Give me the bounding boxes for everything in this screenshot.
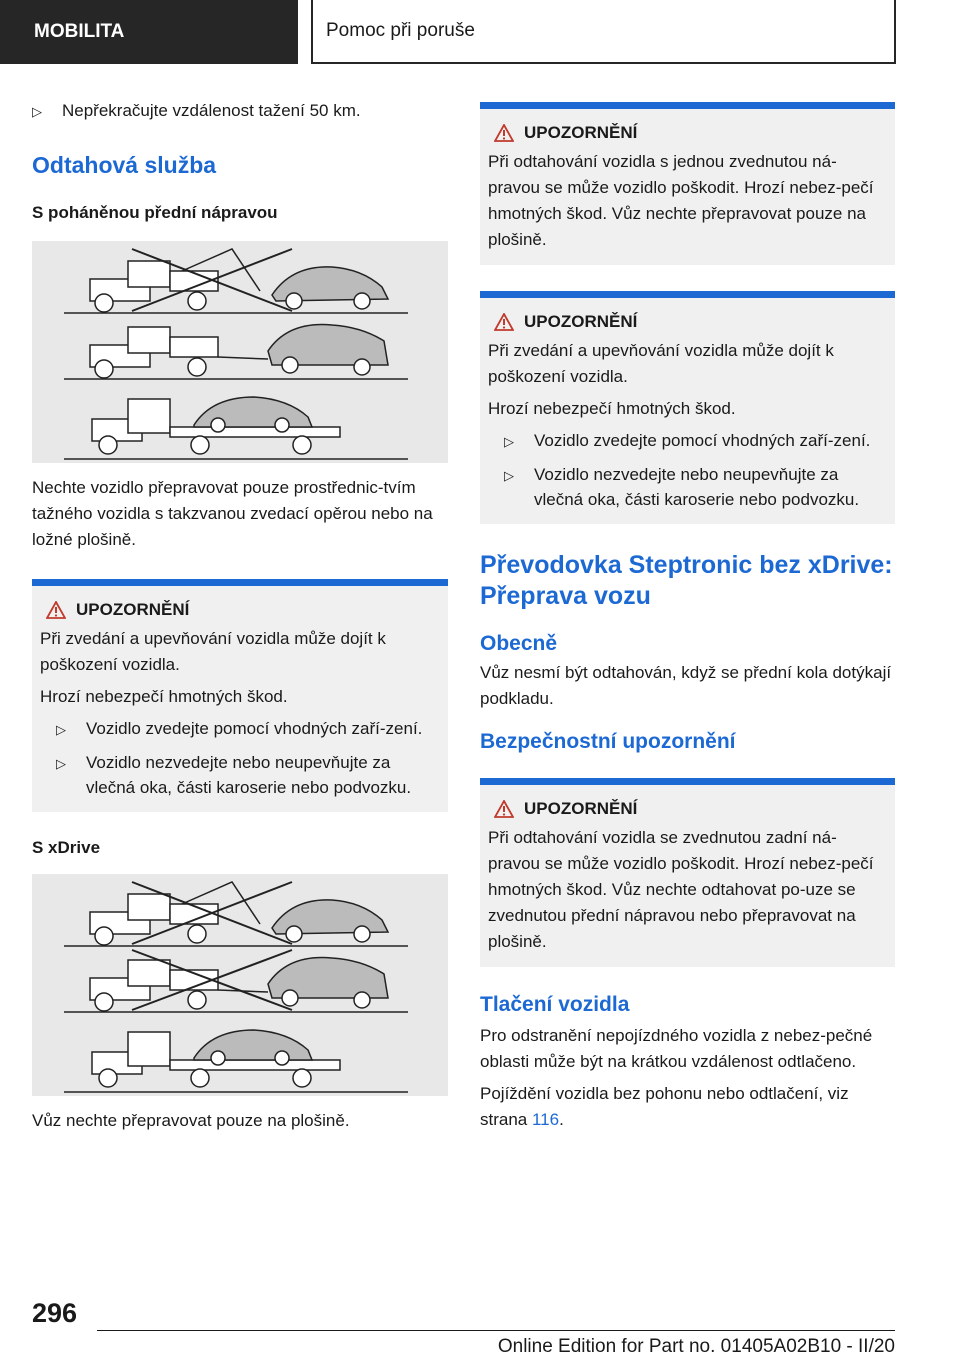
triangle-bullet-icon: ▷ <box>56 722 66 737</box>
section-label: MOBILITA <box>34 21 125 42</box>
warning-title: UPOZORNĚNÍ <box>524 312 638 331</box>
intro-step <box>32 98 448 124</box>
intro-step-text: Nepřekračujte vzdálenost tažení 50 km. <box>62 101 361 120</box>
warning-step-text: Vozidlo zvedejte pomocí vhodných zaří‐zení. <box>534 431 871 450</box>
warning-text: Při zvedání a upevňování vozidla může dojít k poškození vozidla. <box>488 341 834 386</box>
pushing-ref-end: . <box>559 1110 564 1129</box>
paragraph-transport-xdrive: Vůz nechte přepravovat pouze na plošině. <box>32 1111 350 1130</box>
triangle-bullet-icon: ▷ <box>32 104 42 119</box>
warning-box-rear-axle <box>480 778 895 967</box>
right-column <box>480 102 895 1133</box>
chapter-title-text: Pomoc při poruše <box>326 20 475 41</box>
warning-text: Při zvedání a upevňování vozidla může dojít k poškození vozidla. <box>40 629 386 674</box>
left-column <box>32 98 448 1134</box>
warning-step <box>502 428 887 454</box>
warning-step <box>502 462 887 512</box>
warning-step <box>54 750 440 800</box>
paragraph-transport-front: Nechte vozidlo přepravovat pouze prostřednic‐tvím tažného vozidla s takzvanou zvedací opěrou nebo na ložné plošině. <box>32 478 433 549</box>
section-tab <box>0 0 298 64</box>
warning-triangle-icon <box>494 800 514 818</box>
paragraph-obecne: Vůz nesmí být odtahován, když se přední kola dotýkají podkladu. <box>480 663 892 708</box>
warning-step <box>54 716 440 742</box>
towing-diagram-icon <box>32 241 448 463</box>
towing-illustration-xdrive <box>32 874 448 1096</box>
warning-step-text: Vozidlo nezvedejte nebo neupevňujte za vlečná oka, části karoserie nebo podvozku. <box>534 465 860 509</box>
warning-step-text: Vozidlo zvedejte pomocí vhodných zaří‐zení. <box>86 719 423 738</box>
subheading-xdrive: S xDrive <box>32 838 101 857</box>
heading-safety: Bezpečnostní upozornění <box>480 730 736 753</box>
warning-text-2: Hrozí nebezpečí hmotných škod. <box>40 687 288 706</box>
towing-diagram-icon <box>32 874 448 1096</box>
warning-text: Při odtahování vozidla s jednou zvednutou ná‐pravou se může vozidlo poškodit. Hrozí nebez‐pečí hmotných škod. Vůz nechte přepravovat pouze na plošině. <box>488 152 874 249</box>
triangle-bullet-icon: ▷ <box>56 756 66 771</box>
pushing-ref-text: Pojíždění vozidla bez pohonu nebo odtlačení, viz strana <box>480 1084 849 1129</box>
warning-title: UPOZORNĚNÍ <box>76 600 190 619</box>
warning-text: Při odtahování vozidla se zvednutou zadní ná‐pravou se může vozidlo poškodit. Hrozí nebez‐pečí hmotných škod. Vůz nechte odtahovat po‐uze se zvednutou přední nápravou nebo přepravovat na plošině. <box>488 828 874 951</box>
warning-triangle-icon <box>494 124 514 142</box>
section-heading-steptronic: Převodovka Steptronic bez xDrive: Přeprava vozu <box>480 551 893 610</box>
page-link-116[interactable]: 116 <box>531 1110 560 1129</box>
section-heading-odtah: Odtahová služba <box>32 152 217 178</box>
subheading-front-axle: S poháněnou přední nápravou <box>32 203 278 222</box>
warning-text-2: Hrozí nebezpečí hmotných škod. <box>488 399 736 418</box>
footer-rule <box>97 1330 895 1331</box>
warning-box-lift-right <box>480 291 895 524</box>
warning-box-one-axle <box>480 102 895 265</box>
triangle-bullet-icon: ▷ <box>504 434 514 449</box>
paragraph-pushing: Pro odstranění nepojízdného vozidla z nebez‐pečné oblasti může být na krátkou vzdálenost odtlačeno. <box>480 1026 873 1071</box>
footer-edition: Online Edition for Part no. 01405A02B10 - II/20 <box>497 1336 895 1357</box>
heading-pushing: Tlačení vozidla <box>480 993 630 1016</box>
warning-triangle-icon <box>494 313 514 331</box>
heading-obecne: Obecně <box>480 632 558 655</box>
triangle-bullet-icon: ▷ <box>504 468 514 483</box>
warning-step-text: Vozidlo nezvedejte nebo neupevňujte za vlečná oka, části karoserie nebo podvozku. <box>86 753 412 797</box>
towing-illustration-front-axle <box>32 241 448 463</box>
chapter-title <box>311 0 896 64</box>
warning-box-lift <box>32 579 448 812</box>
warning-title: UPOZORNĚNÍ <box>524 123 638 142</box>
warning-title: UPOZORNĚNÍ <box>524 799 638 818</box>
warning-triangle-icon <box>46 601 66 619</box>
paragraph-pushing-ref <box>480 1081 895 1133</box>
page-number: 296 <box>32 1298 78 1328</box>
